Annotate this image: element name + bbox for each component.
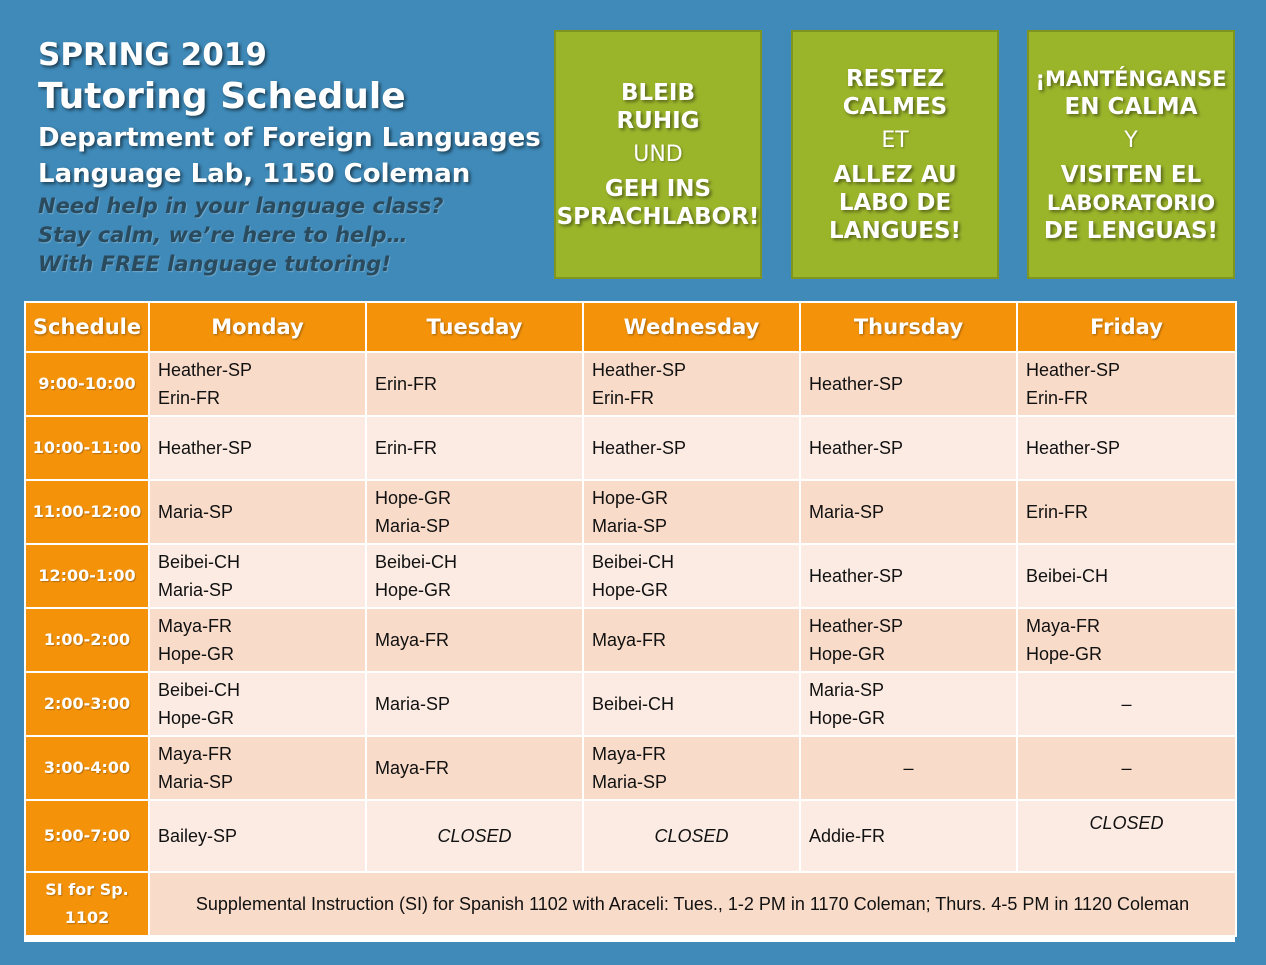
empty-dash: – xyxy=(1121,758,1132,778)
french-top-2: CALMES xyxy=(842,93,948,120)
tutor-entry: Addie-FR xyxy=(809,826,886,846)
cell-tuesday xyxy=(366,672,583,736)
cell-tuesday xyxy=(366,736,583,800)
tutor-entry: Beibei-CH xyxy=(592,694,675,714)
header-thursday: Thursday xyxy=(800,302,1017,352)
tutor-entry: Maria-SP xyxy=(158,580,234,600)
tutor-entry: Erin-FR xyxy=(375,374,437,394)
time-slot: 12:00-1:00 xyxy=(25,544,149,608)
time-slot: 9:00-10:00 xyxy=(25,352,149,416)
closed-label: CLOSED xyxy=(654,826,729,846)
tutor-entry: Heather-SP xyxy=(809,616,904,636)
cell-wednesday xyxy=(583,480,800,544)
cell-thursday xyxy=(800,416,1017,480)
tutor-entry: Hope-GR xyxy=(1026,644,1103,664)
tutor-entry: Maria-SP xyxy=(809,680,885,700)
time-slot: 10:00-11:00 xyxy=(25,416,149,480)
tutor-entry: Hope-GR xyxy=(592,580,669,600)
tutor-entry: Heather-SP xyxy=(809,566,904,586)
spanish-slogan-box xyxy=(1027,30,1235,279)
table-row xyxy=(25,544,1236,608)
cell-monday xyxy=(149,800,366,872)
cell-friday xyxy=(1017,416,1236,480)
cell-thursday xyxy=(800,480,1017,544)
tutor-entry: Maria-SP xyxy=(158,772,234,792)
tutor-entry: Bailey-SP xyxy=(158,826,238,846)
tutor-entry: Beibei-CH xyxy=(158,552,241,572)
si-label-line-2: 1102 xyxy=(64,908,110,927)
tutor-entry: Hope-GR xyxy=(592,488,669,508)
tutor-entry: Erin-FR xyxy=(375,438,437,458)
cell-tuesday xyxy=(366,480,583,544)
cell-wednesday xyxy=(583,352,800,416)
header-wednesday: Wednesday xyxy=(583,302,800,352)
tutor-entry: Maria-SP xyxy=(592,772,668,792)
tutor-entry: Maya-FR xyxy=(592,630,667,650)
time-slot: 1:00-2:00 xyxy=(25,608,149,672)
spanish-top-2: EN CALMA xyxy=(1064,93,1198,120)
page-header xyxy=(38,36,541,279)
time-slot: 2:00-3:00 xyxy=(25,672,149,736)
french-bot-1: ALLEZ AU xyxy=(833,161,957,188)
table-row xyxy=(25,608,1236,672)
tutor-entry: Maya-FR xyxy=(375,758,450,778)
cell-wednesday xyxy=(583,672,800,736)
tutor-entry: Erin-FR xyxy=(592,388,654,408)
cell-tuesday xyxy=(366,416,583,480)
si-label-line-1: SI for Sp. xyxy=(45,880,129,899)
cell-monday xyxy=(149,736,366,800)
spanish-bot-1: VISITEN EL xyxy=(1060,161,1202,188)
tutor-entry: Heather-SP xyxy=(158,360,253,380)
tutor-entry: Hope-GR xyxy=(375,580,452,600)
tutor-entry: Hope-GR xyxy=(158,708,235,728)
cell-thursday xyxy=(800,608,1017,672)
tutor-entry: Maria-SP xyxy=(158,502,234,522)
tutor-entry: Beibei-CH xyxy=(375,552,458,572)
cell-wednesday xyxy=(583,416,800,480)
si-description: Supplemental Instruction (SI) for Spanish 1102 with Araceli: Tues., 1-2 PM in 1170 Coleman; Thurs. 4-5 PM in 1120 Coleman xyxy=(149,872,1236,936)
french-top-1: RESTEZ xyxy=(845,65,945,92)
tutor-entry: Hope-GR xyxy=(809,708,886,728)
cell-friday xyxy=(1017,736,1236,800)
cell-wednesday xyxy=(583,544,800,608)
tutor-entry: Heather-SP xyxy=(1026,438,1121,458)
tutor-entry: Heather-SP xyxy=(592,360,687,380)
spanish-top-1: ¡MANTÉNGANSE xyxy=(1035,66,1227,91)
cell-friday xyxy=(1017,800,1236,872)
header-monday: Monday xyxy=(149,302,366,352)
french-bot-2: LABO DE xyxy=(838,189,952,216)
cell-monday xyxy=(149,416,366,480)
cell-wednesday xyxy=(583,736,800,800)
tutor-entry: Maya-FR xyxy=(158,744,233,764)
table-row xyxy=(25,416,1236,480)
tutor-entry: Beibei-CH xyxy=(592,552,675,572)
tutor-entry: Heather-SP xyxy=(1026,360,1121,380)
table-row xyxy=(25,480,1236,544)
tagline-1: Need help in your language class? xyxy=(38,194,444,218)
german-slogan-box xyxy=(554,30,762,279)
cell-tuesday xyxy=(366,544,583,608)
spanish-bot-3: DE LENGUAS! xyxy=(1043,217,1219,244)
cell-thursday xyxy=(800,672,1017,736)
tutor-entry: Maya-FR xyxy=(375,630,450,650)
cell-monday xyxy=(149,352,366,416)
tutor-entry: Erin-FR xyxy=(158,388,220,408)
table-row xyxy=(25,736,1236,800)
table-row xyxy=(25,800,1236,872)
tagline-2: Stay calm, we’re here to help… xyxy=(38,223,408,247)
header-row xyxy=(25,302,1236,352)
page-title: Tutoring Schedule xyxy=(38,76,406,117)
schedule-grid xyxy=(24,301,1237,937)
cell-friday xyxy=(1017,480,1236,544)
cell-wednesday xyxy=(583,608,800,672)
empty-dash: – xyxy=(903,758,914,778)
cell-monday xyxy=(149,480,366,544)
department-name: Department of Foreign Languages xyxy=(38,123,541,153)
cell-wednesday xyxy=(583,800,800,872)
cell-monday xyxy=(149,608,366,672)
semester-title: SPRING 2019 xyxy=(38,37,267,73)
time-slot: 3:00-4:00 xyxy=(25,736,149,800)
cell-thursday xyxy=(800,800,1017,872)
french-bot-3: LANGUES! xyxy=(828,217,962,244)
table-row xyxy=(25,352,1236,416)
tutor-entry: Maria-SP xyxy=(592,516,668,536)
tutor-entry: Maria-SP xyxy=(809,502,885,522)
tutor-entry: Heather-SP xyxy=(592,438,687,458)
tutor-entry: Hope-GR xyxy=(809,644,886,664)
time-slot: 11:00-12:00 xyxy=(25,480,149,544)
closed-label: CLOSED xyxy=(1089,813,1164,833)
cell-tuesday xyxy=(366,800,583,872)
cell-friday xyxy=(1017,608,1236,672)
cell-tuesday xyxy=(366,608,583,672)
cell-monday xyxy=(149,544,366,608)
cell-monday xyxy=(149,672,366,736)
tutor-entry: Erin-FR xyxy=(1026,388,1088,408)
tutor-entry: Heather-SP xyxy=(158,438,253,458)
german-top-2: RUHIG xyxy=(616,107,700,134)
french-slogan-box xyxy=(791,30,999,279)
german-bot-2: SPRACHLABOR! xyxy=(556,203,760,230)
header-friday: Friday xyxy=(1017,302,1236,352)
tutor-entry: Maya-FR xyxy=(1026,616,1101,636)
time-slot: 5:00-7:00 xyxy=(25,800,149,872)
closed-label: CLOSED xyxy=(437,826,512,846)
tutor-entry: Beibei-CH xyxy=(158,680,241,700)
cell-friday xyxy=(1017,352,1236,416)
table-row xyxy=(25,672,1236,736)
cell-thursday xyxy=(800,352,1017,416)
header-schedule: Schedule xyxy=(25,302,149,352)
tutor-entry: Heather-SP xyxy=(809,374,904,394)
empty-dash: – xyxy=(1121,694,1132,714)
tutor-entry: Beibei-CH xyxy=(1026,566,1109,586)
tutor-entry: Hope-GR xyxy=(375,488,452,508)
lab-location: Language Lab, 1150 Coleman xyxy=(38,159,471,189)
tutor-entry: Maya-FR xyxy=(592,744,667,764)
spanish-mid: Y xyxy=(1124,127,1138,153)
cell-thursday xyxy=(800,544,1017,608)
tutor-entry: Erin-FR xyxy=(1026,502,1088,522)
french-mid: ET xyxy=(881,127,909,153)
spanish-bot-2: LABORATORIO xyxy=(1046,190,1216,215)
tutor-entry: Heather-SP xyxy=(809,438,904,458)
tutor-entry: Maya-FR xyxy=(158,616,233,636)
german-top-1: BLEIB xyxy=(621,79,695,106)
german-mid: UND xyxy=(633,141,683,167)
tutor-entry: Maria-SP xyxy=(375,694,451,714)
cell-friday xyxy=(1017,544,1236,608)
si-row xyxy=(25,872,1236,936)
tutor-entry: Hope-GR xyxy=(158,644,235,664)
header-tuesday: Tuesday xyxy=(366,302,583,352)
tutor-entry: Maria-SP xyxy=(375,516,451,536)
tagline-3: With FREE language tutoring! xyxy=(38,252,391,276)
german-bot-1: GEH INS xyxy=(604,175,712,202)
cell-friday xyxy=(1017,672,1236,736)
cell-tuesday xyxy=(366,352,583,416)
si-label xyxy=(25,872,149,936)
cell-thursday xyxy=(800,736,1017,800)
schedule-table xyxy=(24,301,1235,942)
